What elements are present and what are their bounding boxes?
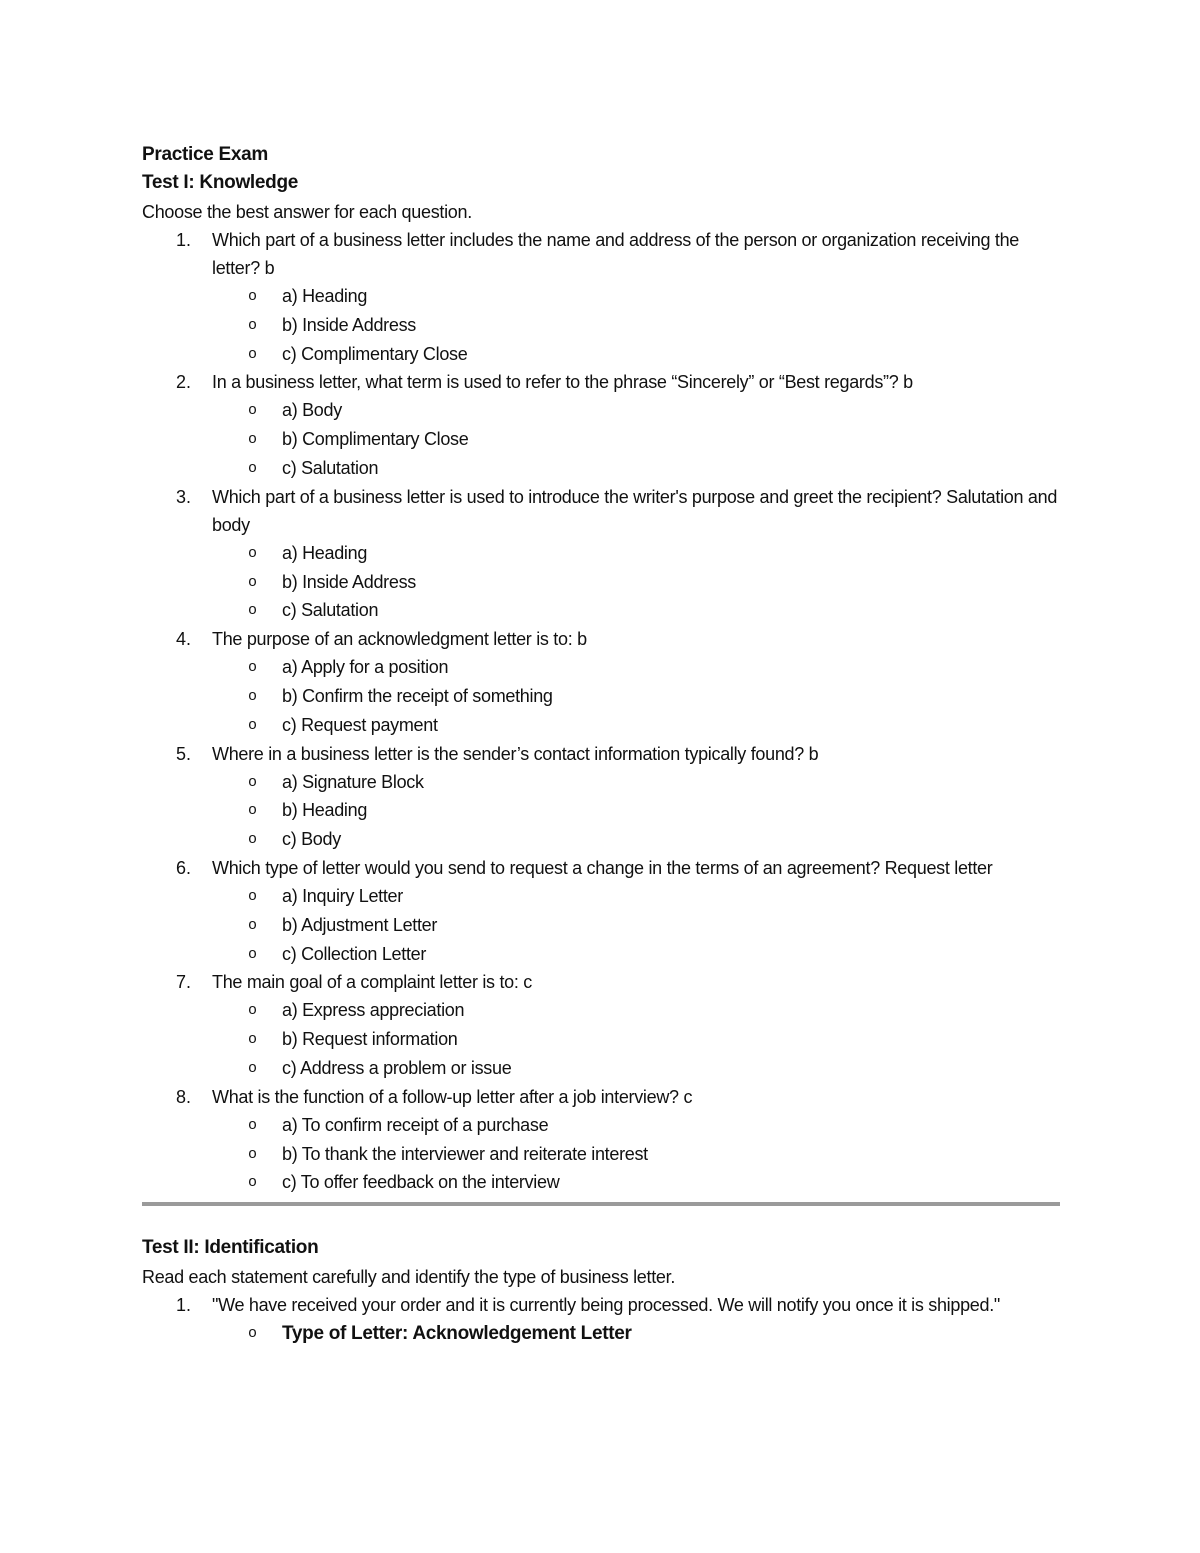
option-text: b) Inside Address [282,314,416,335]
bullet-icon: o [248,687,257,705]
question-number: 5. [176,743,192,764]
bullet-icon: o [248,1325,257,1343]
answer-text: Type of Letter: Acknowledgement Letter [282,1323,632,1345]
option-text: a) Body [282,400,342,421]
question-number: 3. [176,486,192,507]
answer-list [212,1319,1060,1349]
bullet-icon: o [248,431,257,449]
bullet-icon: o [248,402,257,420]
option-text: c) Salutation [282,457,379,478]
bullet-icon: o [248,544,257,562]
question-text: Which part of a business letter includes the name and address of the person or organization receiving the letter? b [212,230,1019,278]
bullet-icon: o [248,288,257,305]
option-text: b) Complimentary Close [282,429,469,450]
test-2-instructions: Read each statement carefully and identify the type of business letter. [142,1267,676,1288]
question-3 [142,483,1060,625]
bullet-icon: o [248,887,257,905]
option-text: c) To offer feedback on the interview [282,1172,560,1193]
option-list [212,539,1060,625]
option-item [212,1025,1060,1054]
bullet-icon: o [248,1145,257,1163]
bullet-icon: o [248,716,257,734]
test-1-section [142,169,1060,1197]
question-number: 6. [176,857,192,878]
question-number: 4. [176,629,192,650]
option-list [212,996,1060,1082]
option-text: c) Complimentary Close [282,343,468,364]
option-item [212,1140,1060,1169]
option-text: a) Inquiry Letter [282,885,403,906]
option-text: b) Request information [282,1029,458,1050]
option-list [212,768,1060,854]
option-item [212,425,1060,454]
option-item [212,454,1060,483]
question-8 [142,1083,1060,1197]
bullet-icon: o [248,602,257,620]
option-item [212,539,1060,568]
question-number: 7. [176,972,192,993]
document-content [142,141,1060,1349]
identification-question-1 [142,1291,1060,1349]
bullet-icon: o [248,573,257,591]
option-item [212,996,1060,1025]
option-item [212,1111,1060,1140]
option-text: a) Signature Block [282,771,424,792]
question-number: 1. [176,1295,192,1316]
option-text: a) Heading [282,286,368,306]
bullet-icon: o [248,802,257,820]
question-6 [142,854,1060,968]
option-text: a) Heading [282,542,368,563]
test-2-heading: Test II: Identification [142,1237,319,1259]
option-text: b) Confirm the receipt of something [282,685,553,706]
question-text: The main goal of a complaint letter is to: c [212,972,532,993]
option-item [212,568,1060,597]
option-item [212,653,1060,682]
option-item [212,768,1060,797]
option-text: a) Apply for a position [282,657,449,678]
test-1-heading: Test I: Knowledge [142,172,299,193]
option-list [212,396,1060,482]
option-text: b) To thank the interviewer and reiterate interest [282,1143,648,1164]
bullet-icon: o [248,316,257,334]
option-text: b) Heading [282,800,368,821]
bullet-icon: o [248,916,257,934]
option-item [212,940,1060,969]
option-text: b) Adjustment Letter [282,914,438,935]
option-text: c) Address a problem or issue [282,1057,512,1078]
option-text: c) Collection Letter [282,943,427,964]
option-item [212,282,1060,311]
answer-item [212,1319,1060,1349]
option-list [212,882,1060,968]
bullet-icon: o [248,659,257,677]
test-2-section [142,1234,1060,1349]
option-item [212,1054,1060,1083]
question-text: The purpose of an acknowledgment letter is to: b [212,629,587,650]
question-text: "We have received your order and it is currently being processed. We will notify you once it is shipped." [212,1295,1001,1316]
option-text: a) To confirm receipt of a purchase [282,1114,549,1135]
horizontal-divider [142,1202,1060,1206]
question-text: Which type of letter would you send to request a change in the terms of an agreement? Request letter [212,857,993,878]
option-list [212,1111,1060,1197]
question-7 [142,968,1060,1082]
question-text: Which part of a business letter is used to introduce the writer's purpose and greet the recipient? Salutation and body [212,486,1058,535]
option-text: a) Express appreciation [282,1000,465,1021]
option-item [212,825,1060,854]
question-number: 2. [176,372,192,393]
question-text: Where in a business letter is the sender’s contact information typically found? b [212,743,819,764]
test-1-instructions: Choose the best answer for each question. [142,202,472,222]
test-1-question-list [142,226,1060,1197]
option-text: c) Request payment [282,714,438,735]
bullet-icon: o [248,1174,257,1192]
question-1 [142,226,1060,368]
bullet-icon: o [248,459,257,477]
option-item [212,1168,1060,1197]
bullet-icon: o [248,345,257,363]
test-2-question-list [142,1291,1060,1349]
option-item [212,311,1060,340]
bullet-icon: o [248,831,257,849]
option-list [212,282,1060,368]
bullet-icon: o [248,1059,257,1077]
question-5 [142,740,1060,854]
option-item [212,711,1060,740]
option-item [212,596,1060,625]
option-text: c) Salutation [282,600,379,621]
option-item [212,682,1060,711]
page-title: Practice Exam [142,144,269,165]
bullet-icon: o [248,1116,257,1134]
question-2 [142,368,1060,482]
bullet-icon: o [248,1031,257,1049]
option-item [212,911,1060,940]
bullet-icon: o [248,1002,257,1020]
option-text: b) Inside Address [282,571,416,592]
question-4 [142,625,1060,739]
question-text: What is the function of a follow-up letter after a job interview? c [212,1086,693,1107]
bullet-icon: o [248,945,257,963]
option-item [212,340,1060,369]
option-item [212,396,1060,425]
option-item [212,882,1060,911]
option-list [212,653,1060,739]
bullet-icon: o [248,773,257,791]
option-item [212,796,1060,825]
question-text: In a business letter, what term is used to refer to the phrase “Sincerely” or “Best regards”? b [212,372,913,393]
option-text: c) Body [282,829,341,850]
question-number: 1. [176,230,192,250]
question-number: 8. [176,1086,192,1107]
